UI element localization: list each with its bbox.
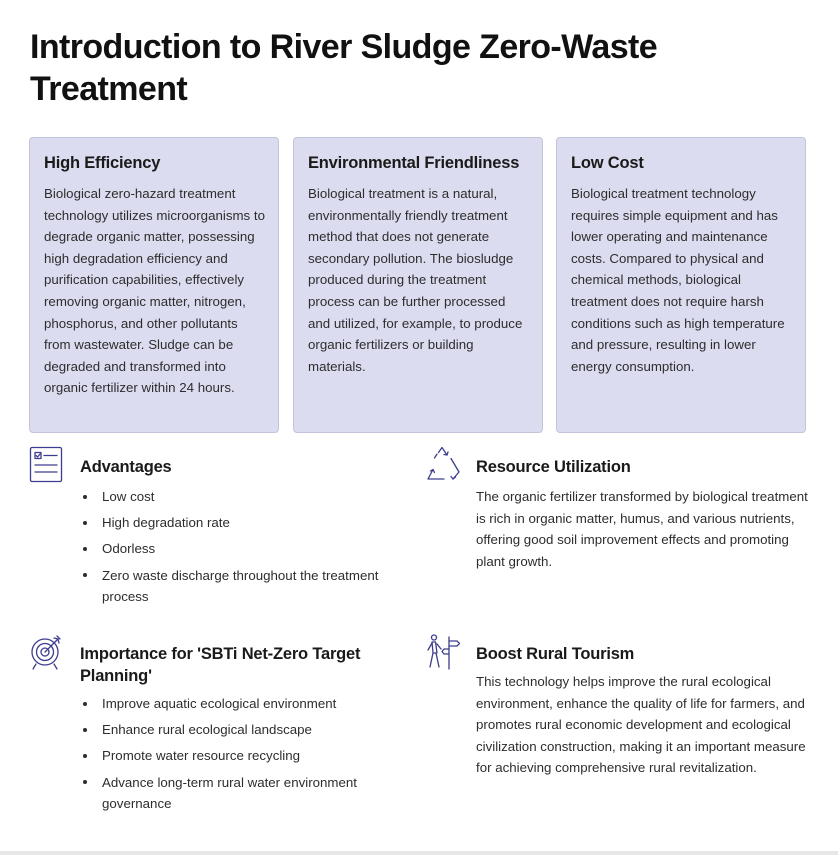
advantages-title: Advantages (80, 458, 172, 476)
list-item: High degradation rate (80, 512, 400, 534)
card-text: Biological treatment is a natural, environmentally friendly treatment method that does not generate secondary pollution. The biosludge produced during the treatment process can be further processed and utilized, for example, to produce organic fertilizers or building materials. (308, 186, 523, 374)
card-title: Environmental Friendliness (308, 154, 520, 172)
card-environmental-friendliness (293, 137, 543, 433)
list-item: Odorless (80, 538, 400, 560)
rural-tourism-title: Boost Rural Tourism (476, 645, 635, 663)
checklist-icon (28, 446, 66, 484)
page-title: Introduction to River Sludge Zero-Waste Treatment (30, 28, 658, 108)
card-text: Biological zero-hazard treatment technology utilizes microorganisms to degrade organic matter, possessing high degradation efficiency and purification capabilities, effectively removing organic matter, nitrogen, phosphorus, and other pollutants from wastewater. Sludge can be degraded and transformed into organic fertilizer within 24 hours. (44, 186, 265, 396)
importance-title: Importance for 'SBTi Net-Zero Target Planning' (80, 645, 361, 685)
card-title: High Efficiency (44, 154, 161, 172)
page-bottom-divider (0, 851, 838, 855)
list-item: Advance long-term rural water environment governance (80, 772, 400, 815)
list-item: Low cost (80, 486, 400, 508)
list-item: Improve aquatic ecological environment (80, 693, 400, 715)
card-high-efficiency (29, 137, 279, 433)
list-item: Enhance rural ecological landscape (80, 719, 400, 741)
resource-utilization-title: Resource Utilization (476, 458, 631, 476)
recycle-icon (424, 446, 462, 484)
card-title: Low Cost (571, 154, 644, 172)
importance-list (80, 693, 420, 815)
resource-utilization-text: The organic fertilizer transformed by biological treatment is rich in organic matter, humus, and various nutrients, offering good soil improvement effects and promoting plant growth. (476, 489, 808, 569)
rural-tourism-text: This technology helps improve the rural ecological environment, enhance the quality of life for farmers, and promotes rural economic development and ecological civilization construction, making it an important measure for achieving comprehensive rural revitalization. (476, 674, 806, 776)
list-item: Promote water resource recycling (80, 745, 400, 767)
advantages-list (80, 486, 420, 608)
card-text: Biological treatment technology requires simple equipment and has lower operating and maintenance costs. Compared to physical and chemical methods, biological treatment does not require harsh conditions such as high temperature and pressure, resulting in lower energy consumption. (571, 186, 785, 374)
hiker-signpost-icon (424, 633, 462, 671)
list-item: Zero waste discharge throughout the treatment process (80, 565, 400, 608)
card-low-cost (556, 137, 806, 433)
target-icon (28, 633, 66, 671)
